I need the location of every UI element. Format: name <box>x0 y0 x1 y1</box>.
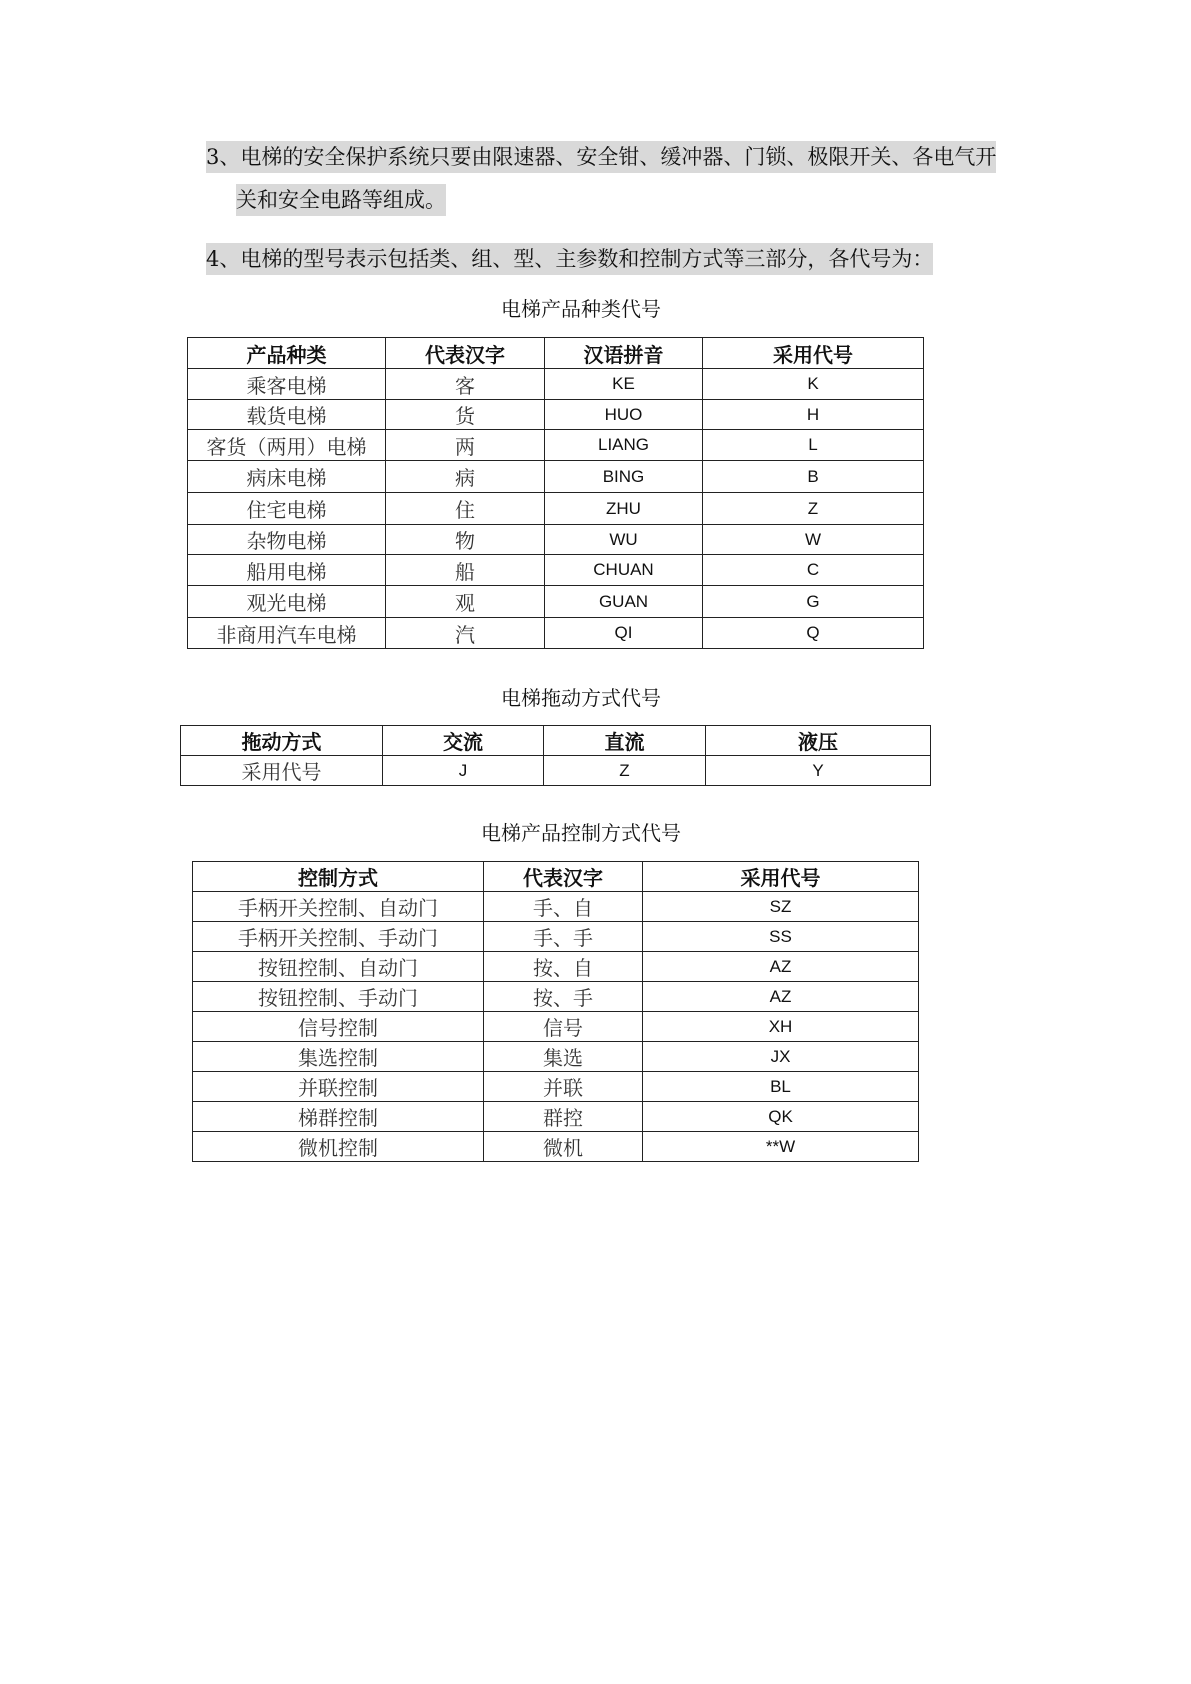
table-cell: Q <box>703 618 924 649</box>
table1-caption: 电梯产品种类代号 <box>501 297 661 321</box>
table-row <box>188 555 924 586</box>
elevator-control-code-table <box>192 861 919 1162</box>
table-cell: 病 <box>386 461 545 493</box>
table-cell: 集选控制 <box>193 1042 484 1072</box>
table-cell: LIANG <box>545 430 703 461</box>
table-row <box>193 922 919 952</box>
table-row <box>188 461 924 493</box>
paragraph-4-line-1 <box>206 244 933 274</box>
table-cell: 汽 <box>386 618 545 649</box>
table-cell: 微机控制 <box>193 1132 484 1162</box>
table-cell: XH <box>643 1012 919 1042</box>
table-row <box>193 952 919 982</box>
table-row <box>188 618 924 649</box>
table-row <box>193 1102 919 1132</box>
table-cell: 杂物电梯 <box>188 525 386 555</box>
highlighted-text: 4、电梯的型号表示包括类、组、型、主参数和控制方式等三部分，各代号为： <box>206 243 933 275</box>
column-header: 交流 <box>383 726 544 756</box>
table-cell: 并联 <box>484 1072 643 1102</box>
column-header: 液压 <box>706 726 931 756</box>
table-cell: J <box>383 756 544 786</box>
column-header: 代表汉字 <box>386 338 545 369</box>
table-cell: ZHU <box>545 493 703 525</box>
table-row <box>188 369 924 400</box>
table-cell: GUAN <box>545 586 703 618</box>
table-cell: 按、手 <box>484 982 643 1012</box>
table-cell: 乘客电梯 <box>188 369 386 400</box>
table-cell: WU <box>545 525 703 555</box>
table-row <box>193 1012 919 1042</box>
table-cell: 货 <box>386 400 545 430</box>
column-header: 采用代号 <box>703 338 924 369</box>
table-cell: 客货（两用）电梯 <box>188 430 386 461</box>
table-cell: KE <box>545 369 703 400</box>
table-header-row <box>181 726 931 756</box>
table-row <box>181 756 931 786</box>
table-cell: 观光电梯 <box>188 586 386 618</box>
table-row <box>188 525 924 555</box>
table-cell: 病床电梯 <box>188 461 386 493</box>
column-header: 控制方式 <box>193 862 484 892</box>
table-cell: H <box>703 400 924 430</box>
table-cell: CHUAN <box>545 555 703 586</box>
table-cell: G <box>703 586 924 618</box>
table-cell: Z <box>544 756 706 786</box>
table-row <box>188 493 924 525</box>
column-header: 汉语拼音 <box>545 338 703 369</box>
table-cell: 手、自 <box>484 892 643 922</box>
table-cell: 按钮控制、手动门 <box>193 982 484 1012</box>
table-cell: 载货电梯 <box>188 400 386 430</box>
table3-caption: 电梯产品控制方式代号 <box>481 821 681 845</box>
table-cell: K <box>703 369 924 400</box>
paragraph-3-line-1 <box>206 142 996 172</box>
table-cell: AZ <box>643 952 919 982</box>
table-cell: BL <box>643 1072 919 1102</box>
table-row <box>193 982 919 1012</box>
table-cell: BING <box>545 461 703 493</box>
table-cell: SS <box>643 922 919 952</box>
table-cell: 两 <box>386 430 545 461</box>
table-cell: 物 <box>386 525 545 555</box>
table-cell: 群控 <box>484 1102 643 1132</box>
table-cell: 信号 <box>484 1012 643 1042</box>
column-header: 产品种类 <box>188 338 386 369</box>
table-cell: AZ <box>643 982 919 1012</box>
column-header: 直流 <box>544 726 706 756</box>
column-header: 代表汉字 <box>484 862 643 892</box>
table-header-row <box>188 338 924 369</box>
table-cell: 船 <box>386 555 545 586</box>
column-header: 拖动方式 <box>181 726 383 756</box>
table-cell: 并联控制 <box>193 1072 484 1102</box>
table-cell: 住 <box>386 493 545 525</box>
table-row <box>193 892 919 922</box>
table-cell: 客 <box>386 369 545 400</box>
table-cell: QI <box>545 618 703 649</box>
table-row <box>188 586 924 618</box>
table-row <box>188 430 924 461</box>
highlighted-text: 3、电梯的安全保护系统只要由限速器、安全钳、缓冲器、门锁、极限开关、各电气开 <box>206 141 996 173</box>
table-cell: HUO <box>545 400 703 430</box>
table-cell: 按钮控制、自动门 <box>193 952 484 982</box>
table-cell: C <box>703 555 924 586</box>
table-cell: 船用电梯 <box>188 555 386 586</box>
elevator-drive-code-table <box>180 725 931 786</box>
table-header-row <box>193 862 919 892</box>
paragraph-3-line-2 <box>236 185 446 215</box>
table-cell: 非商用汽车电梯 <box>188 618 386 649</box>
table-cell: 采用代号 <box>181 756 383 786</box>
table-cell: Z <box>703 493 924 525</box>
table-row <box>193 1132 919 1162</box>
table-row <box>193 1042 919 1072</box>
column-header: 采用代号 <box>643 862 919 892</box>
table-cell: B <box>703 461 924 493</box>
highlighted-text: 关和安全电路等组成。 <box>236 184 446 216</box>
table-cell: 信号控制 <box>193 1012 484 1042</box>
table-row <box>188 400 924 430</box>
table-cell: 微机 <box>484 1132 643 1162</box>
table-cell: 梯群控制 <box>193 1102 484 1132</box>
table-cell: Y <box>706 756 931 786</box>
table-row <box>193 1072 919 1102</box>
table-cell: JX <box>643 1042 919 1072</box>
table-cell: 集选 <box>484 1042 643 1072</box>
table-cell: 手、手 <box>484 922 643 952</box>
table-cell: 住宅电梯 <box>188 493 386 525</box>
table-cell: L <box>703 430 924 461</box>
table-cell: **W <box>643 1132 919 1162</box>
table-cell: 观 <box>386 586 545 618</box>
table-cell: W <box>703 525 924 555</box>
table-cell: 手柄开关控制、手动门 <box>193 922 484 952</box>
table2-caption: 电梯拖动方式代号 <box>501 686 661 710</box>
table-cell: QK <box>643 1102 919 1132</box>
table-cell: 按、自 <box>484 952 643 982</box>
table-cell: 手柄开关控制、自动门 <box>193 892 484 922</box>
elevator-type-code-table <box>187 337 924 649</box>
table-cell: SZ <box>643 892 919 922</box>
